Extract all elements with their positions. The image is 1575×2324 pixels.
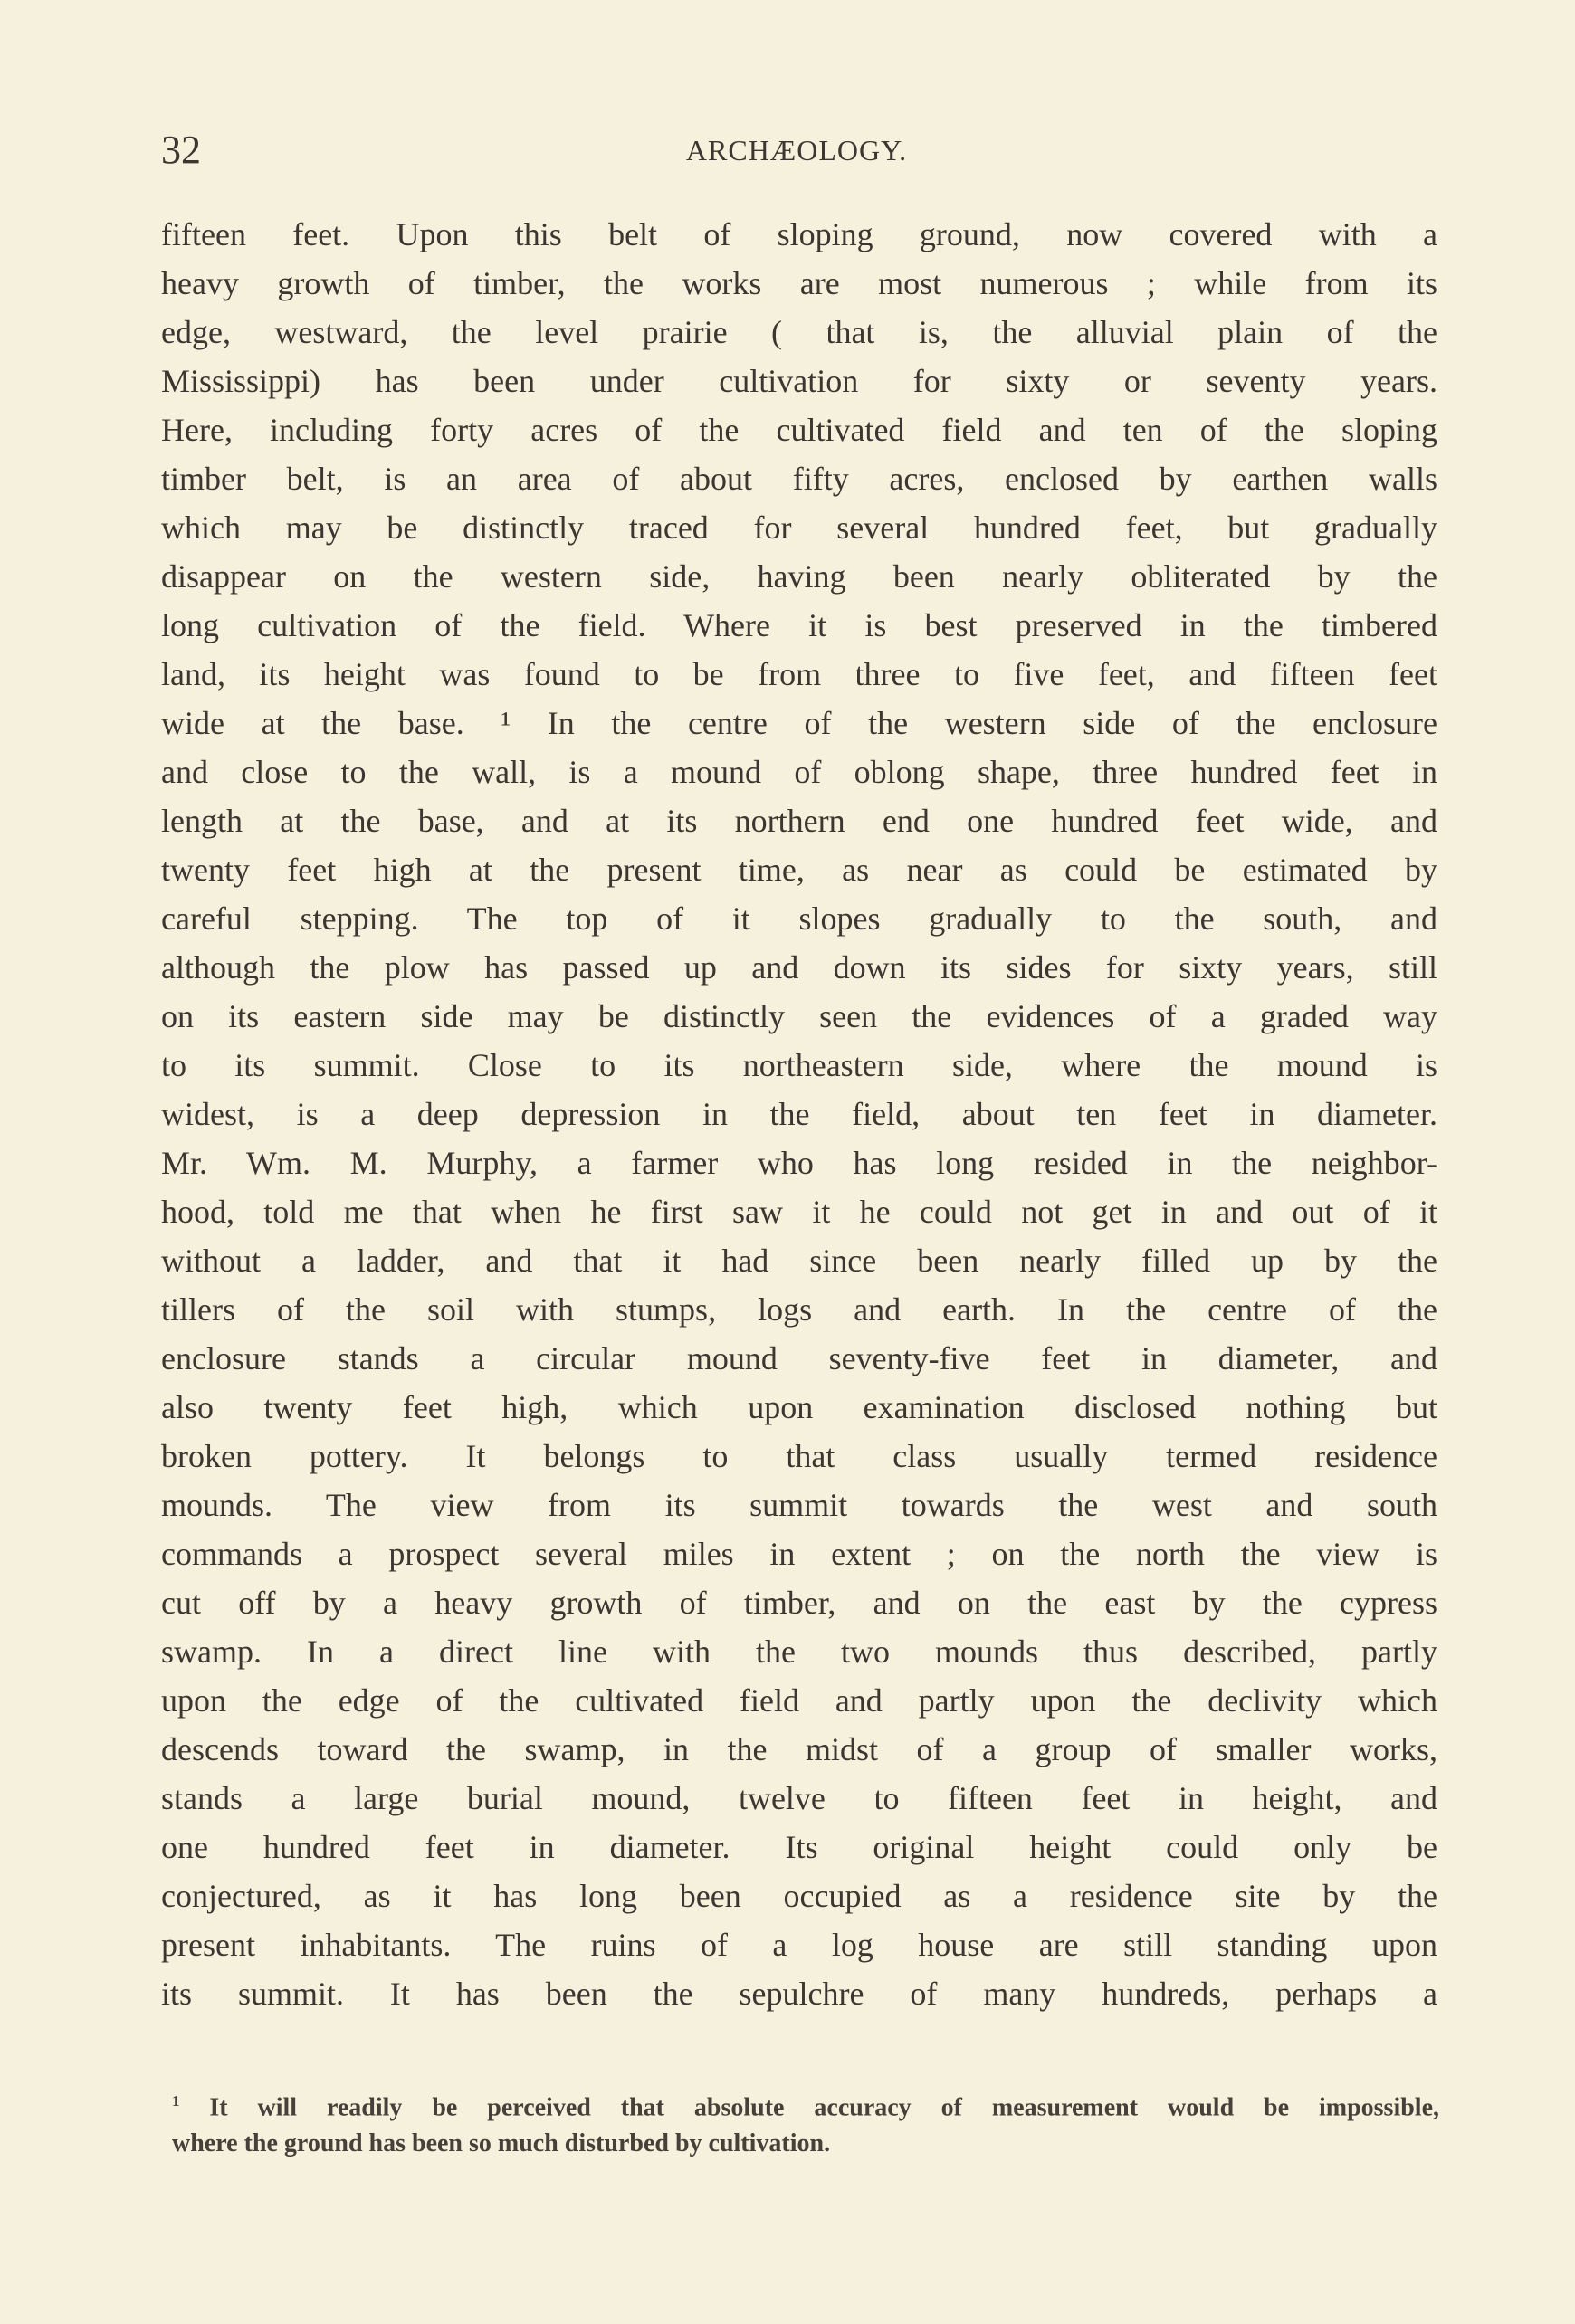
- text-line: stands a large burial mound, twelve to fifteen feet in height, and: [161, 1780, 1437, 1816]
- footnote-line-1: [172, 2083, 1439, 2126]
- text-line: heavy growth of timber, the works are most numerous ; while from its: [161, 265, 1437, 301]
- text-line: without a ladder, and that it had since been nearly filled up by the: [161, 1243, 1437, 1279]
- text-line: cut off by a heavy growth of timber, and on the east by the cypress: [161, 1585, 1437, 1621]
- text-line: enclosure stands a circular mound seventy-five feet in diameter, and: [161, 1340, 1437, 1376]
- text-line: broken pottery. It belongs to that class usually termed residence: [161, 1438, 1437, 1474]
- footnote-text: It will readily be perceived that absolute accuracy of measurement would be impossible,: [209, 2093, 1440, 2122]
- text-line: tillers of the soil with stumps, logs and earth. In the centre of the: [161, 1291, 1437, 1328]
- text-line: conjectured, as it has long been occupied as a residence site by the: [161, 1878, 1437, 1914]
- text-line: swamp. In a direct line with the two mounds thus described, partly: [161, 1633, 1437, 1670]
- text-line: one hundred feet in diameter. Its original height could only be: [161, 1829, 1437, 1865]
- text-line: length at the base, and at its northern end one hundred feet wide, and: [161, 803, 1437, 839]
- body-text: [161, 210, 1437, 2018]
- text-line: although the plow has passed up and down its sides for sixty years, still: [161, 949, 1437, 986]
- text-line: its summit. It has been the sepulchre of many hundreds, perhaps a: [161, 1976, 1437, 2012]
- text-line: wide at the base. ¹ In the centre of the western side of the enclosure: [161, 705, 1437, 741]
- running-title: ARCHÆOLOGY.: [685, 134, 908, 167]
- text-line: careful stepping. The top of it slopes gradually to the south, and: [161, 900, 1437, 937]
- text-line: land, its height was found to be from three to five feet, and fifteen feet: [161, 656, 1437, 692]
- text-line: edge, westward, the level prairie ( that is, the alluvial plain of the: [161, 314, 1437, 350]
- text-line: present inhabitants. The ruins of a log house are still standing upon: [161, 1927, 1437, 1963]
- text-line: long cultivation of the field. Where it is best preserved in the timbered: [161, 607, 1437, 643]
- text-line: twenty feet high at the present time, as near as could be estimated by: [161, 852, 1437, 888]
- text-line: disappear on the western side, having been nearly obliterated by the: [161, 558, 1437, 595]
- footnote: [172, 2083, 1439, 2162]
- text-line: fifteen feet. Upon this belt of sloping ground, now covered with a: [161, 216, 1437, 252]
- text-line: commands a prospect several miles in extent ; on the north the view is: [161, 1536, 1437, 1572]
- text-line: mounds. The view from its summit towards the west and south: [161, 1487, 1437, 1523]
- text-line: also twenty feet high, which upon examination disclosed nothing but: [161, 1389, 1437, 1425]
- text-line: which may be distinctly traced for several hundred feet, but gradually: [161, 510, 1437, 546]
- text-line: timber belt, is an area of about fifty acres, enclosed by earthen walls: [161, 461, 1437, 497]
- text-line: and close to the wall, is a mound of oblong shape, three hundred feet in: [161, 754, 1437, 790]
- text-line: Mississippi) has been under cultivation for sixty or seventy years.: [161, 363, 1437, 399]
- text-line: Mr. Wm. M. Murphy, a farmer who has long resided in the neighbor-: [161, 1145, 1437, 1181]
- text-line: Here, including forty acres of the cultivated field and ten of the sloping: [161, 412, 1437, 448]
- text-line: upon the edge of the cultivated field and partly upon the declivity which: [161, 1682, 1437, 1719]
- page-number: 32: [161, 128, 201, 172]
- text-line: descends toward the swamp, in the midst of a group of smaller works,: [161, 1731, 1437, 1767]
- footnote-marker: 1: [172, 2092, 180, 2110]
- text-line: widest, is a deep depression in the field, about ten feet in diameter.: [161, 1096, 1437, 1132]
- text-line: to its summit. Close to its northeastern side, where the mound is: [161, 1047, 1437, 1083]
- text-line: on its eastern side may be distinctly seen the evidences of a graded way: [161, 998, 1437, 1034]
- footnote-line-2: where the ground has been so much disturbed by cultivation.: [172, 2129, 831, 2158]
- text-line: hood, told me that when he first saw it he could not get in and out of it: [161, 1194, 1437, 1230]
